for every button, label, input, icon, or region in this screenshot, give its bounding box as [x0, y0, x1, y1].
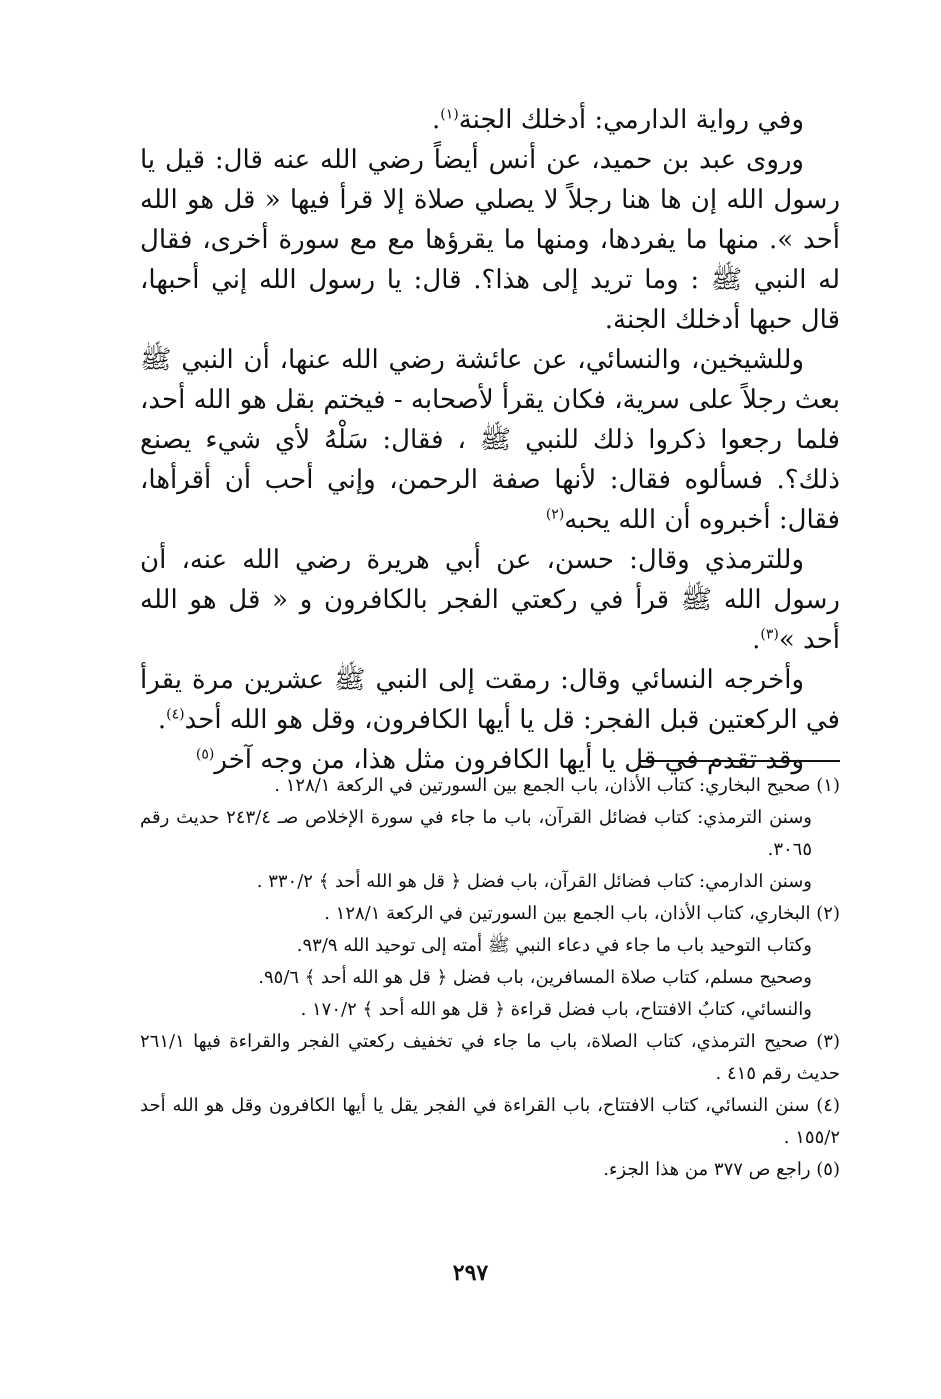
footnote-4: (٤) سنن النسائي، كتاب الافتتاح، باب القراءة في الفجر يقل يا أيها الكافرون وقل هو الله أحد ١٥٥/٢ .	[140, 1095, 840, 1148]
footnote-5: (٥) راجع ص ٣٧٧ من هذا الجزء.	[603, 1159, 840, 1180]
paragraph-5	[140, 660, 840, 740]
footnote-1-cont-b: وسنن الدارمي: كتاب فضائل القرآن، باب فضل ﴿ قل هو الله أحد ﴾ ٣٣٠/٢ .	[256, 871, 812, 892]
paragraph-6-text: وقد تقدم في قل يا أيها الكافرون مثل هذا، من وجه آخر	[214, 745, 804, 775]
footnote-ref-1: (١)	[440, 106, 459, 123]
footnote-2-cont-a: وكتاب التوحيد باب ما جاء في دعاء النبي ﷺ أمته إلى توحيد الله ٩٣/٩.	[296, 935, 812, 956]
paragraph-4-end: .	[752, 625, 761, 655]
main-text	[140, 100, 840, 780]
footnote-1: (١) صحيح البخاري: كتاب الأذان، باب الجمع بين السورتين في الركعة ١٢٨/١ .	[274, 775, 840, 796]
footnote-1-cont-a: وسنن الترمذي: كتاب فضائل القرآن، باب ما جاء في سورة الإخلاص صـ ٢٤٣/٤ حديث رقم ٣٠٦٥.	[140, 807, 813, 860]
footnote-2: (٢) البخاري، كتاب الأذان، باب الجمع بين السورتين في الركعة ١٢٨/١ .	[324, 903, 840, 924]
paragraph-3	[140, 340, 840, 540]
paragraph-2: وروى عبد بن حميد، عن أنس أيضاً رضي الله عنه قال: قيل يا رسول الله إن ها هنا رجلاً لا يصلي صلاة إلا قرأ فيها « قل هو الله أحد ». منها ما يفردها، ومنها ما يقرؤها مع مع سورة أخرى، فقال له النبي ﷺ : وما تريد إلى هذا؟. قال: يا رسول الله إني أحبها، قال حبها أدخلك الجنة.	[140, 145, 840, 335]
footnote-ref-5: (٥)	[195, 746, 215, 763]
footnotes	[140, 770, 840, 1186]
paragraph-5-text: وأخرجه النسائي وقال: رمقت إلى النبي ﷺ عشرين مرة يقرأ في الركعتين قبل الفجر: قل يا أيها الكافرون، وقل هو الله أحد	[140, 665, 840, 735]
footnote-2-cont-b: وصحيح مسلم، كتاب صلاة المسافرين، باب فضل ﴿ قل هو الله أحد ﴾ ٩٥/٦.	[258, 967, 812, 988]
footnote-ref-4: (٤)	[166, 706, 185, 723]
paragraph-4	[140, 540, 840, 660]
paragraph-1-text: وفي رواية الدارمي: أدخلك الجنة	[458, 105, 804, 135]
paragraph-3-text: وللشيخين، والنسائي، عن عائشة رضي الله عنها، أن النبي ﷺ بعث رجلاً على سرية، فكان يقرأ لأصحابه - فيختم بقل هو الله أحد، فلما رجعوا ذكروا ذلك للنبي ﷺ ، فقال: سَلْهُ لأي شيء يصنع ذلك؟. فسألوه فقال: لأنها صفة الرحمن، وإني أحب أن أقرأها، فقال: أخبروه أن الله يحبه	[140, 345, 840, 535]
paragraph-1-end: .	[432, 105, 441, 135]
page-number: ٢٩٧	[452, 1260, 489, 1286]
footnote-ref-3: (٣)	[760, 626, 779, 643]
paragraph-1	[140, 100, 840, 140]
paragraph-5-end: .	[157, 705, 167, 735]
footnote-2-cont-c: والنسائي، كتابُ الافتتاح، باب فضل قراءة ﴿ قل هو الله أحد ﴾ ١٧٠/٢ .	[300, 999, 812, 1020]
paragraph-4-text: وللترمذي وقال: حسن، عن أبي هريرة رضي الله عنه، أن رسول الله ﷺ قرأ في ركعتي الفجر بالكافرون و « قل هو الله أحد »	[140, 545, 840, 655]
footnote-3: (٣) صحيح الترمذي، كتاب الصلاة، باب ما جاء في تخفيف ركعتي الفجر والقراءة فيها ٢٦١/١ حديث رقم ٤١٥ .	[140, 1031, 840, 1084]
footnote-ref-2: (٢)	[545, 506, 565, 523]
footnote-divider	[640, 760, 840, 762]
